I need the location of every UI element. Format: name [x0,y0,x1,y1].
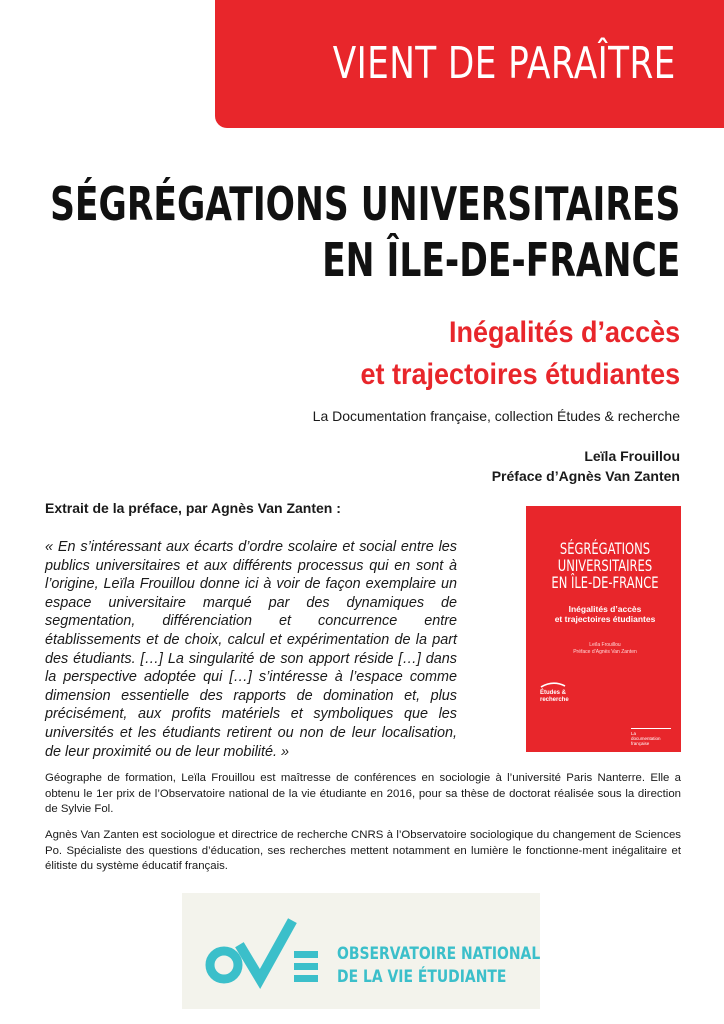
cover-title [538,540,672,591]
cover-collection-line-1: Études & [540,690,567,696]
cover-collection [540,690,600,704]
cover-publisher-line-2: documentation [631,736,661,741]
announcement-banner [215,0,724,128]
banner-title: VIENT DE PARAÎTRE [332,38,676,89]
book-subtitle [360,312,680,396]
cover-subtitle [536,604,674,624]
cover-author-line-1: Leïla Frouillou [589,642,621,648]
book-cover [526,506,681,752]
publisher-line: La Documentation française, collection Études & recherche [312,408,680,424]
ove-name-line-1: OBSERVATOIRE NATIONAL [337,944,541,964]
preface-author: Préface d’Agnès Van Zanten [491,468,680,484]
cover-author-line-2: Préface d’Agnès Van Zanten [573,649,637,655]
preface-author-bio: Agnès Van Zanten est sociologue et directrice de recherche CNRS à l’Observatoire sociologique du changement de Sciences Po. Spécialiste des questions d’éducation, ses recherches mettent notamment en lumière le fonctionne-ment inégalitaire et élitiste du système éducatif français. [45,829,681,873]
ove-name [337,943,540,989]
preface-quote: « En s’intéressant aux écarts d’ordre scolaire et social entre les publics universitaires et aux différents processus qui en sont à l’origine, Leïla Frouillou donne ici à voir de façon exemplaire un espace universitaire marqué par des dynamiques de segmentation, différenciation et concurrence entre établissements et de choix, calcul et expérimentation de la part des étudiants. […] La singularité de son apport réside […] dans la perspective adoptée qui […] s’intéresse à l’espace comme dimension essentielle des rapports de domination et, plus précisément, aux profits matériels et symboliques que les universités et les étudiants retirent ou non de leur localisation, de leur proximité ou de leur mobilité. » [45,539,457,760]
book-subtitle-line-1: Inégalités d’accès [448,316,680,349]
cover-title-line-3: EN ÎLE-DE-FRANCE [551,573,659,592]
author-bio: Géographe de formation, Leïla Frouillou est maîtresse de conférences en sociologie à l’université Paris Nanterre. Elle a obtenu le 1er prix de l’Observatoire national de la vie étudiante en 2016, pour sa thèse de doctorat réalisée sous la direction de Sylvie Fol. [45,772,681,816]
ove-name-line-2: DE LA VIE ÉTUDIANTE [337,967,507,987]
book-title [50,176,680,288]
cover-author [536,642,674,656]
cover-title-line-1: SÉGRÉGATIONS [559,539,651,558]
book-title-line-1: SÉGRÉGATIONS UNIVERSITAIRES [49,177,680,231]
cover-collection-line-2: recherche [540,697,569,703]
author-name: Leïla Frouillou [584,448,680,464]
cover-subtitle-line-1: Inégalités d’accès [568,604,642,614]
cover-publisher-line-1: La [631,731,637,736]
ove-logo-icon [204,913,324,989]
cover-publisher-logo [631,728,671,746]
cover-subtitle-line-2: et trajectoires étudiantes [554,614,656,624]
cover-title-line-2: UNIVERSITAIRES [557,556,653,575]
collection-swoosh-icon [540,681,566,689]
ove-footer [182,893,540,1009]
cover-publisher-line-3: française [631,741,650,746]
book-subtitle-line-2: et trajectoires étudiantes [360,358,680,391]
book-title-line-2: EN ÎLE-DE-FRANCE [321,233,680,287]
extract-heading: Extrait de la préface, par Agnès Van Zanten : [45,500,341,516]
